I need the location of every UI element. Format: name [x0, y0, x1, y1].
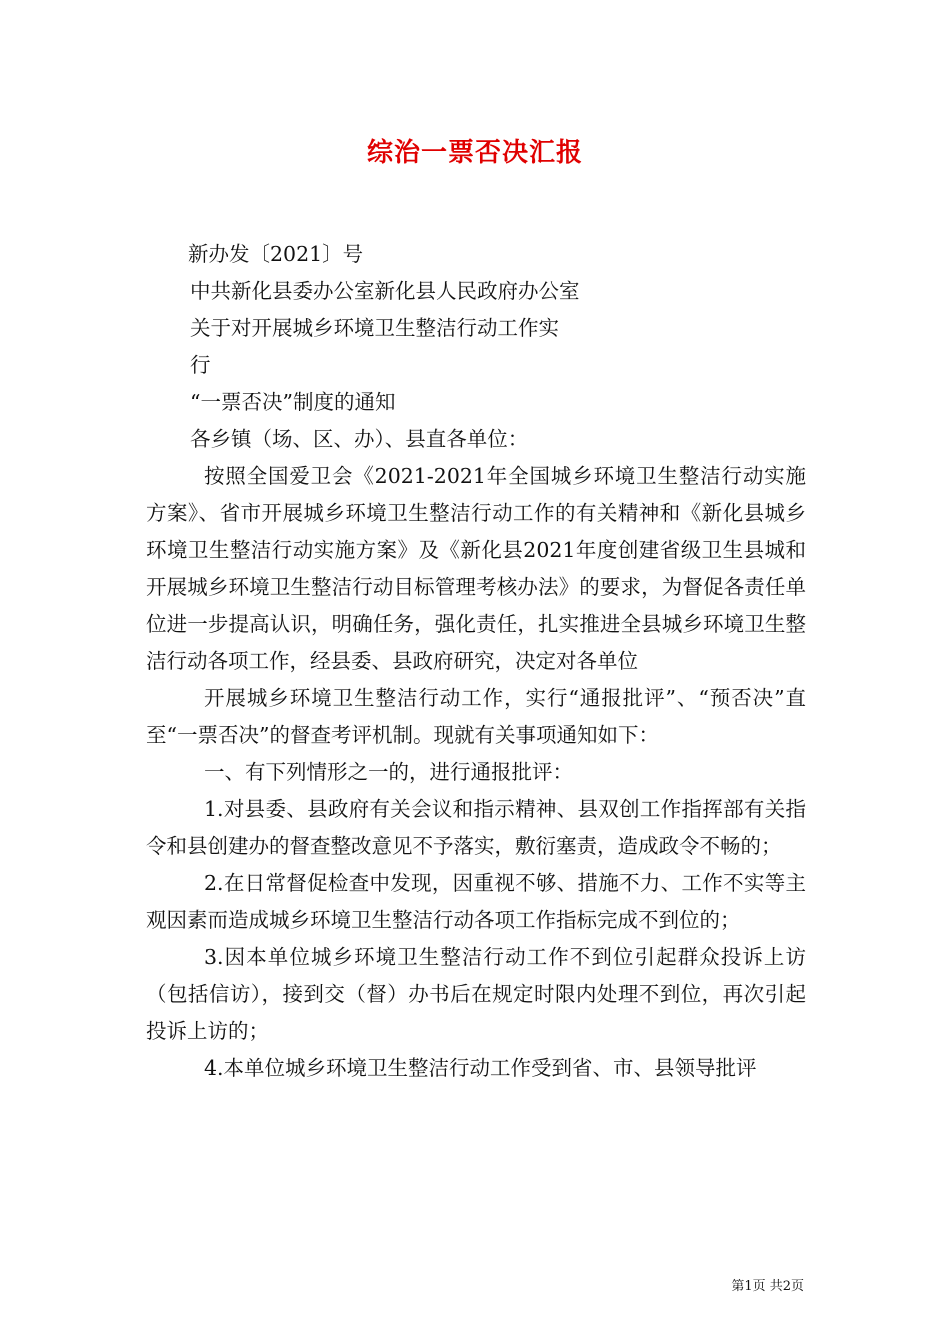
notice-title-line-1: 关于对开展城乡环境卫生整洁行动工作实 — [190, 316, 559, 340]
document-number: 新办发〔2021〕号 — [188, 242, 364, 266]
document-body — [146, 236, 806, 1087]
list-item-1: 1.对县委、县政府有关会议和指示精神、县双创工作指挥部有关指令和县创建办的督查整改意见不予落实，敷衍塞责，造成政令不畅的； — [146, 797, 806, 858]
list-item-4: 4.本单位城乡环境卫生整洁行动工作受到省、市、县领导批评 — [204, 1056, 757, 1080]
paragraph-intro: 按照全国爱卫会《2021-2021年全国城乡环境卫生整洁行动实施方案》、省市开展城乡环境卫生整洁行动工作的有关精神和《新化县城乡环境卫生整洁行动实施方案》及《新化县2021年度创建省级卫生县城和开展城乡环境卫生整洁行动目标管理考核办法》的要求，为督促各责任单位进一步提高认识，明确任务，强化责任，扎实推进全县城乡环境卫生整洁行动各项工作，经县委、县政府研究，决定对各单位 — [146, 464, 806, 673]
paragraph-mechanism: 开展城乡环境卫生整洁行动工作，实行“通报批评”、“预否决”直至“一票否决”的督查考评机制。现就有关事项通知如下： — [146, 686, 806, 747]
list-item-2: 2.在日常督促检查中发现，因重视不够、措施不力、工作不实等主观因素而造成城乡环境卫生整洁行动各项工作指标完成不到位的； — [146, 871, 806, 932]
list-item-3: 3.因本单位城乡环境卫生整洁行动工作不到位引起群众投诉上访（包括信访），接到交（督）办书后在规定时限内处理不到位，再次引起投诉上访的； — [146, 945, 806, 1043]
notice-title-line-2: 行 — [190, 353, 211, 377]
addressees: 各乡镇（场、区、办）、县直各单位： — [190, 427, 529, 451]
section-heading-1: 一、有下列情形之一的，进行通报批评： — [204, 760, 573, 784]
document-title: 综治一票否决汇报 — [366, 138, 583, 168]
notice-title-line-3: “一票否决”制度的通知 — [190, 390, 396, 414]
page-number: 第1页 共2页 — [731, 1279, 804, 1294]
issuing-office: 中共新化县委办公室新化县人民政府办公室 — [190, 279, 580, 303]
